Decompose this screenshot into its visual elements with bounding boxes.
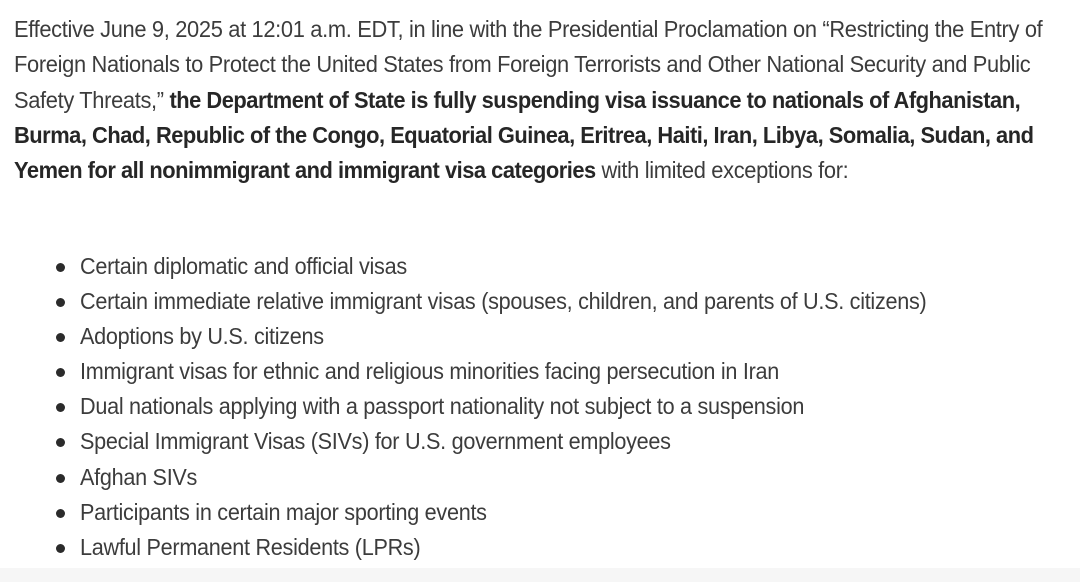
list-item (54, 319, 1074, 354)
bottom-edge (0, 568, 1080, 582)
list-item (54, 424, 1074, 459)
list-item (54, 249, 1074, 284)
intro-tail-text: with limited exceptions for: (595, 157, 849, 184)
list-item (54, 284, 1074, 319)
list-item (54, 495, 1074, 530)
list-item-text: Afghan SIVs (80, 463, 198, 490)
intro-text: Effective June 9, 2025 at 12:01 a.m. EDT, in line with the Presidential Proclamation on “Restricting the Entry of Foreign Nationals to Protect the United States from Foreign Terrorists and Other National Security and Public Safety Threats,” (14, 16, 1043, 113)
intro-paragraph (14, 12, 1070, 188)
bullet-icon (56, 474, 65, 483)
intro-bold-text: the Department of State is fully suspending visa issuance to nationals of Afghanistan, Burma, Chad, Republic of the Congo, Equatorial Guinea, Eritrea, Haiti, Iran, Libya, Somalia, Sudan, and Yemen for all nonimmigrant and immigrant visa categories (14, 86, 1034, 184)
list-item-text: Special Immigrant Visas (SIVs) for U.S. government employees (80, 428, 671, 455)
list-item (54, 354, 1074, 389)
list-item-text: Certain immediate relative immigrant visas (spouses, children, and parents of U.S. citizens) (80, 288, 927, 315)
list-item (54, 530, 1074, 565)
exceptions-list (54, 249, 1074, 565)
bullet-icon (56, 544, 65, 553)
bullet-icon (56, 438, 65, 447)
list-item (54, 389, 1074, 424)
list-item-text: Immigrant visas for ethnic and religious minorities facing persecution in Iran (80, 358, 780, 385)
bullet-icon (56, 403, 65, 412)
list-item-text: Dual nationals applying with a passport nationality not subject to a suspension (80, 393, 805, 420)
list-item (54, 460, 1074, 495)
list-item-text: Lawful Permanent Residents (LPRs) (80, 533, 421, 560)
bullet-icon (56, 333, 65, 342)
list-item-text: Certain diplomatic and official visas (80, 253, 407, 279)
bullet-icon (56, 368, 65, 377)
list-item-text: Adoptions by U.S. citizens (80, 323, 324, 350)
bullet-icon (56, 263, 65, 272)
list-item-text: Participants in certain major sporting events (80, 498, 487, 525)
bullet-icon (56, 298, 65, 307)
document-body (14, 12, 1072, 560)
bullet-icon (56, 509, 65, 518)
